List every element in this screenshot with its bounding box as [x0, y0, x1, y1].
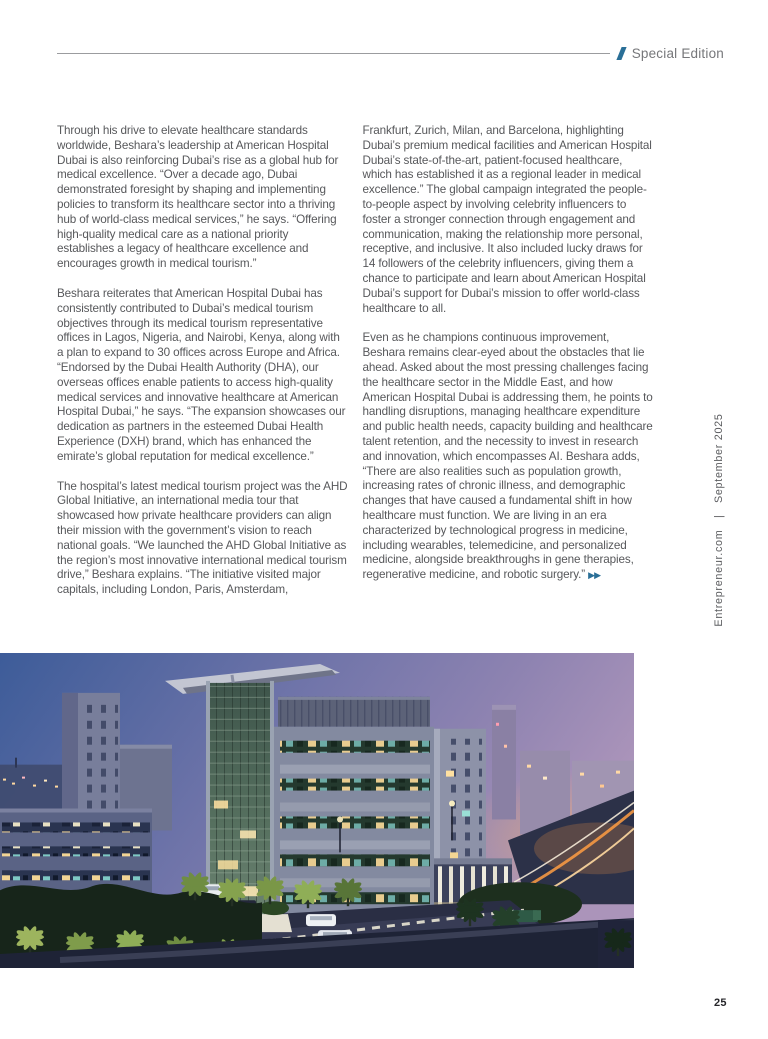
header-rule [57, 53, 610, 55]
paragraph-text: Even as he champions continuous improvement, Beshara remains clear-eyed about the obstacles that lie ahead. Asked about the most pressing challenges facing the healthcare sector in the Middle East, and how American Hospital Dubai is addressing them, he points to handling disruptions, managing healthcare expenditure and public health needs, capacity building and healthcare talent retention, and the necessity to invest in research and innovation, which encompasses AI. Beshara adds, “There are also realities such as population growth, increasing rates of chronic illness, and demographic changes that have caused a fundamental shift in how healthcare must function. We are living in an era characterized by technological progress in medicine, including wearables, telemedicine, and personalized medicine, alongside breakthroughs in gene therapies, regenerative medicine, and robotic surgery.” [362, 331, 653, 582]
hospital-photo-illustration [0, 653, 634, 968]
article-column-2 [363, 124, 654, 598]
hospital-photo [0, 653, 634, 968]
slash-icon [616, 47, 626, 60]
article-column-1 [57, 124, 348, 598]
page-header [57, 46, 724, 61]
paragraph: Frankfurt, Zurich, Milan, and Barcelona, highlighting Dubai’s premium medical facilities and American Hospital Dubai’s state-of-the-art, patient-focused healthcare, which has established it as a regional leader in medical excellence.” The global campaign integrated the people-to-people aspect by involving celebrity influencers to foster a stronger connection through engagement and communication, making the relationship more personal, receptive, and inclusive. It also included lucky draws for 14 followers of the celebrity influencers, giving them a chance to participate and learn about American Hospital Dubai’s support for Dubai’s mission to offer world-class healthcare to all. [362, 124, 652, 315]
magazine-credit-vertical: Entrepreneur.com | September 2025 [713, 413, 725, 627]
paragraph: The hospital’s latest medical tourism project was the AHD Global Initiative, an international media tour that showcased how private healthcare providers can align their mission with the government’s vision to reach national goals. “We launched the AHD Global Initiative as the region’s most innovative international medical tourism drive,” Beshara explains. “The initiative visited major capitals, including London, Paris, Amsterdam, [57, 479, 348, 597]
page-number: 25 [714, 997, 727, 1009]
paragraph [363, 331, 654, 583]
article-body [57, 124, 653, 598]
paragraph: Beshara reiterates that American Hospital Dubai has consistently contributed to Dubai’s medical tourism objectives through its medical tourism representative offices in Lagos, Nigeria, and Nairobi, Kenya, along with a plan to expand to 30 offices across Europe and Africa. “Endorsed by the Dubai Health Authority (DHA), our overseas offices enable patients to access high-quality medical services and innovative healthcare at American Hospital Dubai,” he says. “The expansion showcases our dedication as partners in the esteemed Dubai Health Experience (DXH) brand, which has enhanced the emirate’s global reputation for medical excellence.” [57, 286, 346, 463]
edition-label: Special Edition [631, 46, 724, 61]
continuation-arrows-icon: ▶▶ [588, 570, 601, 581]
paragraph: Through his drive to elevate healthcare standards worldwide, Beshara’s leadership at American Hospital Dubai is also reinforcing Dubai’s rise as a global hub for medical excellence. “Over a decade ago, Dubai demonstrated foresight by shaping and implementing policies to transform its healthcare sector into a thriving hub of world-class medical services,” he says. “Offering high-quality medical care as a national priority establishes a legacy of healthcare excellence and encourages growth in medical tourism.” [57, 124, 339, 271]
